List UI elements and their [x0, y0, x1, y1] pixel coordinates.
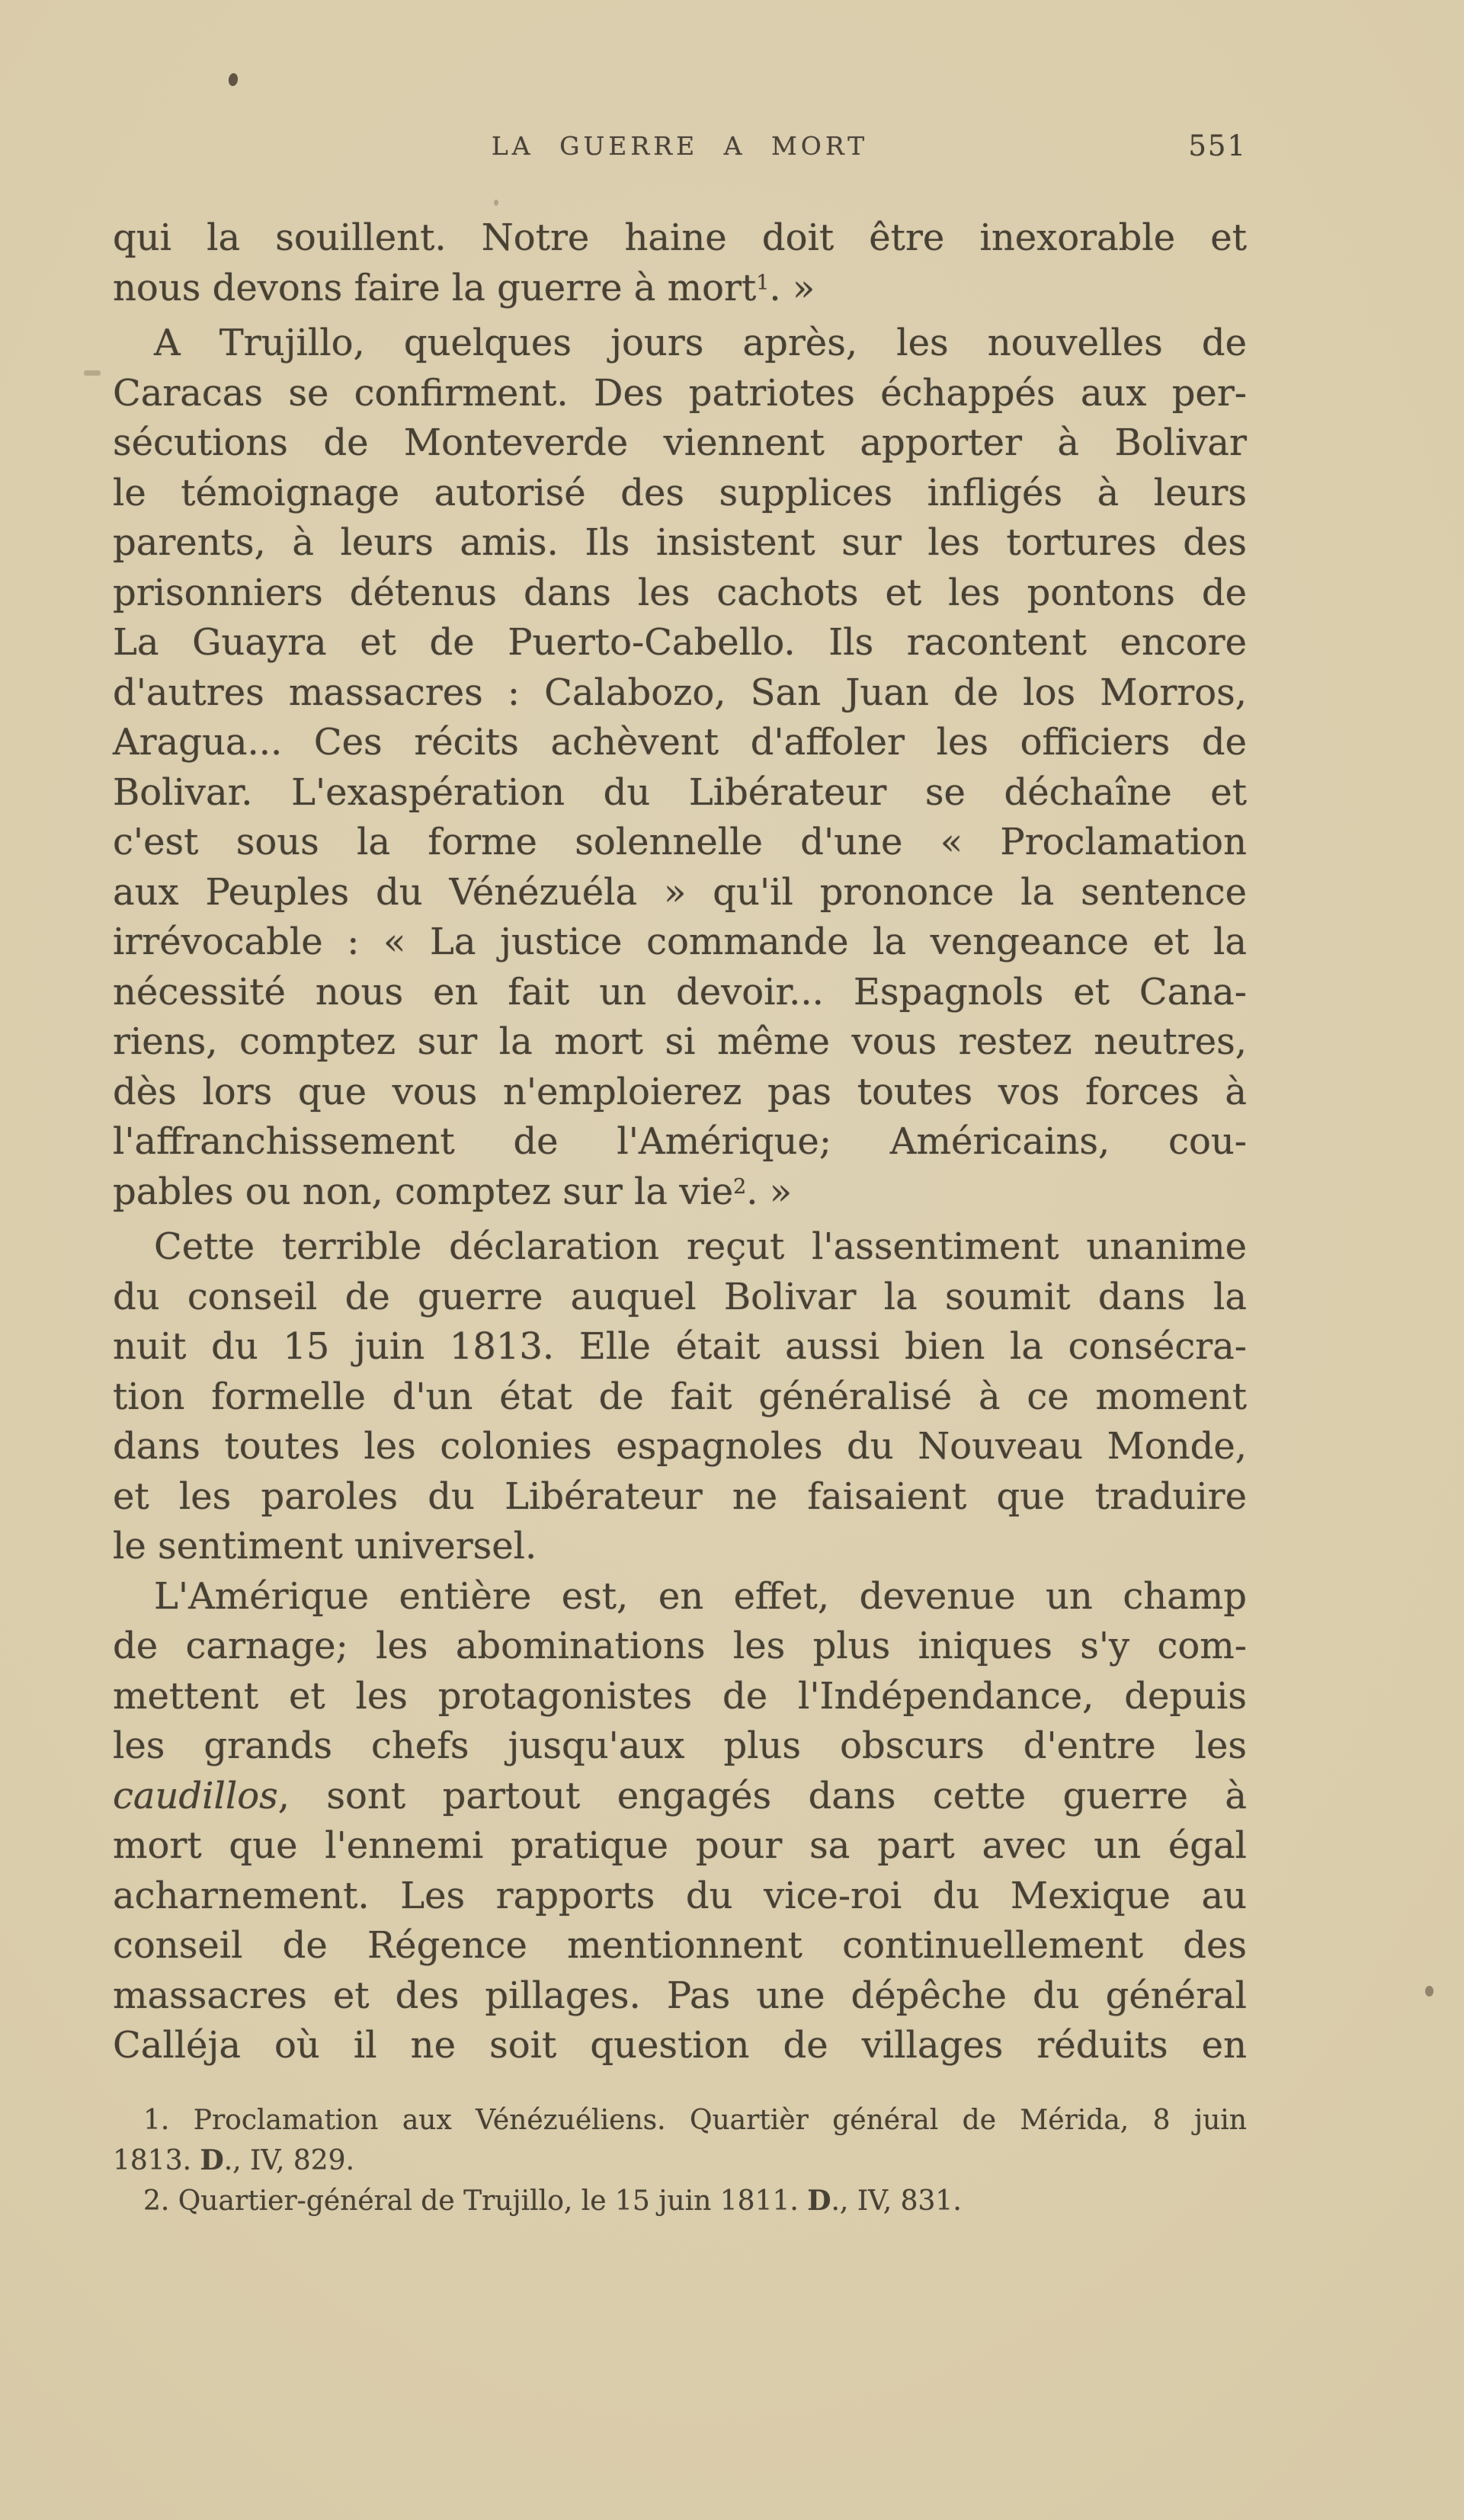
text-line [113, 718, 1247, 768]
text-line [113, 618, 1247, 668]
text-line [113, 1622, 1247, 1672]
text-line [113, 668, 1247, 719]
text-segment: tion formelle d'un état de fait généralisé à ce moment [113, 1375, 1247, 1418]
text-line [113, 1522, 1247, 1572]
text-segment: dès lors que vous n'emploierez pas toutes vos forces à [113, 1070, 1247, 1113]
text-segment: dans toutes les colonies espagnoles du Nouveau Monde, [113, 1425, 1247, 1468]
text-segment: conseil de Régence mentionnent continuellement des [113, 1924, 1247, 1967]
text-line [113, 418, 1247, 469]
text-line [113, 1273, 1247, 1323]
text-line [113, 917, 1247, 968]
text-segment: 2. Quartier-général de Trujillo, le 15 juin 1811. [143, 2185, 808, 2217]
text-line [113, 868, 1247, 918]
text-line [113, 1422, 1247, 1472]
text-segment: massacres et des pillages. Pas une dépêche du général [113, 1974, 1247, 2017]
text-segment: du conseil de guerre auquel Bolivar la soumit dans la [113, 1275, 1247, 1318]
text-line [113, 1017, 1247, 1068]
footnote-reference: 2 [733, 1174, 747, 1199]
ink-speck [84, 370, 101, 376]
text-segment: qui la souillent. Notre haine doit être inexorable et [113, 216, 1247, 259]
text-line [113, 1572, 1247, 1622]
text-segment: La Guayra et de Puerto-Cabello. Ils racontent encore [113, 621, 1247, 664]
bold-abbreviation: D [200, 2144, 224, 2176]
text-segment: c'est sous la forme solennelle d'une « Proclamation [113, 821, 1247, 863]
text-line [113, 1472, 1247, 1523]
text-line [113, 1872, 1247, 1922]
footnotes [113, 2100, 1247, 2221]
text-segment: acharnement. Les rapports du vice-roi du Mexique au [113, 1874, 1247, 1917]
text-segment: L'Amérique entière est, en effet, devenue un champ [154, 1574, 1247, 1618]
text-segment: Aragua... Ces récits achèvent d'affoler les officiers de [113, 721, 1247, 764]
text-segment: irrévocable : « La justice commande la vengeance et la [113, 921, 1247, 963]
text-segment: le sentiment universel. [113, 1525, 537, 1567]
text-line [113, 1322, 1247, 1372]
footnote-line [113, 2181, 1247, 2221]
text-segment: prisonniers détenus dans les cachots et les pontons de [113, 571, 1247, 614]
text-segment: Caracas se confirment. Des patriotes échappés aux per- [113, 371, 1247, 415]
text-segment: d'autres massacres : Calabozo, San Juan de los Morros, [113, 671, 1247, 714]
text-segment: pables ou non, comptez sur la vie [113, 1170, 734, 1213]
text-segment: et les paroles du Libérateur ne faisaient que traduire [113, 1475, 1247, 1518]
text-segment: Cette terrible déclaration reçut l'assentiment unanime [154, 1225, 1247, 1268]
text-line [113, 568, 1247, 619]
text-line [113, 2021, 1247, 2071]
text-segment: de carnage; les abominations les plus iniques s'y com- [113, 1625, 1247, 1667]
text-segment: Bolivar. L'exaspération du Libérateur se déchaîne et [113, 770, 1247, 814]
body-text [113, 213, 1247, 2071]
text-line [113, 1372, 1247, 1423]
text-line [113, 264, 1247, 319]
text-segment: nécessité nous en fait un devoir... Espagnols et Cana- [113, 970, 1247, 1013]
text-segment: parents, à leurs amis. Ils insistent sur les tortures des [113, 521, 1247, 564]
text-line [113, 1821, 1247, 1872]
bold-abbreviation: D [807, 2185, 831, 2217]
running-title: LA GUERRE A MORT [491, 131, 869, 161]
text-line [113, 1971, 1247, 2022]
text-line [113, 319, 1247, 369]
text-segment: le témoignage autorisé des supplices infligés à leurs [113, 471, 1247, 514]
ink-speck [1425, 1986, 1434, 1996]
footnote-reference: 1 [756, 271, 770, 295]
text-segment: ., IV, 829. [223, 2145, 355, 2176]
text-segment: 1. Proclamation aux Vénézuéliens. Quartièr général de Mérida, 8 juin [143, 2105, 1247, 2136]
text-line [113, 469, 1247, 519]
text-line [113, 369, 1247, 419]
text-line [113, 818, 1247, 868]
text-segment: Calléja où il ne soit question de villages réduits en [113, 2024, 1247, 2067]
text-line [113, 1721, 1247, 1772]
text-line [113, 1117, 1247, 1167]
text-line [113, 1921, 1247, 1971]
text-segment: A Trujillo, quelques jours après, les nouvelles de [154, 322, 1247, 364]
footnote-line [113, 2100, 1247, 2141]
text-segment: 1813. [113, 2145, 200, 2176]
text-line [113, 1222, 1247, 1273]
ink-speck [228, 72, 239, 87]
text-segment: riens, comptez sur la mort si même vous restez neutres, [113, 1020, 1247, 1063]
text-segment: mettent et les protagonistes de l'Indépendance, depuis [113, 1674, 1247, 1718]
text-segment: . » [769, 266, 815, 309]
text-segment: nuit du 15 juin 1813. Elle était aussi bien la consécra- [113, 1325, 1247, 1368]
text-segment: ., IV, 831. [831, 2185, 962, 2217]
text-line [113, 1672, 1247, 1722]
text-segment: sécutions de Monteverde viennent apporter à Bolivar [113, 421, 1247, 464]
page-number: 551 [1188, 130, 1247, 162]
text-line [113, 768, 1247, 818]
text-segment: , sont partout engagés dans cette guerre à [277, 1774, 1247, 1817]
text-line [113, 1068, 1247, 1118]
text-line [113, 1167, 1247, 1223]
footnote-line [113, 2141, 1247, 2181]
text-segment: . » [746, 1170, 793, 1213]
text-line [113, 1772, 1247, 1822]
text-line [113, 968, 1247, 1018]
text-segment: l'affranchissement de l'Amérique; Américains, cou- [113, 1120, 1247, 1163]
page-header [113, 131, 1247, 169]
text-line [113, 213, 1247, 264]
text-line [113, 518, 1247, 568]
text-segment: aux Peuples du Vénézuéla » qu'il prononce la sentence [113, 870, 1247, 914]
text-segment: mort que l'ennemi pratique pour sa part avec un égal [113, 1824, 1247, 1867]
ink-speck [494, 200, 498, 206]
text-segment: les grands chefs jusqu'aux plus obscurs d'entre les [113, 1724, 1247, 1767]
text-segment: nous devons faire la guerre à mort [113, 266, 757, 309]
italic-term: caudillos [113, 1774, 278, 1817]
